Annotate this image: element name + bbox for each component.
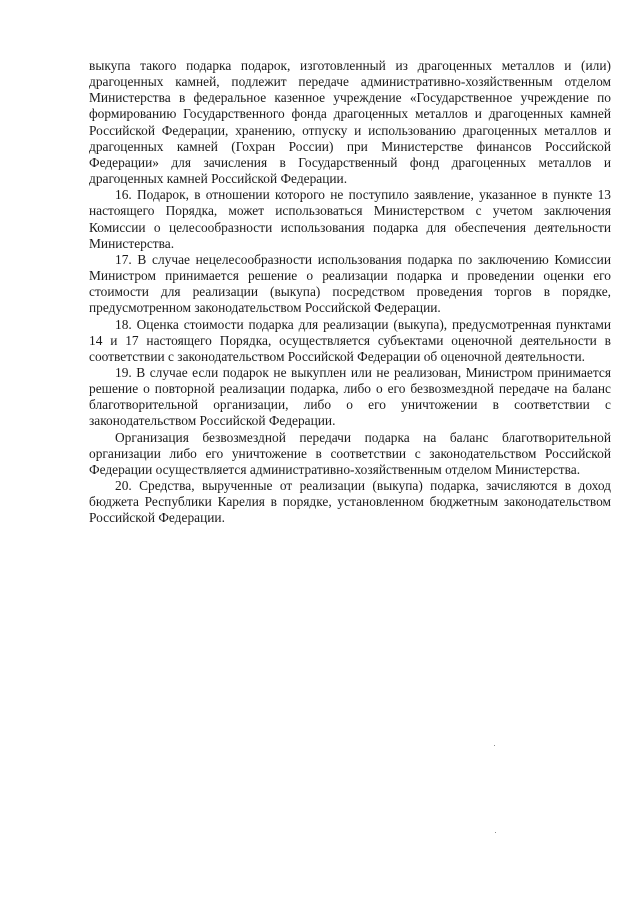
paragraph-item-16: 16. Подарок, в отношении которого не поступило заявление, указанное в пункте 13 настоящего Порядка, может использоваться Министерством с учетом заключения Комиссии о целесообразности использования подарка для обеспечения деятельности Министерства. <box>89 187 611 251</box>
paragraph-item-19-continued: Организация безвозмездной передачи подарка на баланс благотворительной организации либо его уничтожение в соответствии с законодательством Российской Федерации осуществляется административно-хозяйственным отделом Министерства. <box>89 429 611 477</box>
paragraph-item-17: 17. В случае нецелесообразности использования подарка по заключению Комиссии Министром принимается решение о реализации подарка и проведении оценки его стоимости для реализации (выкупа) посредством проведения торгов в порядке, предусмотренном законодательством Российской Федерации. <box>89 251 611 316</box>
scan-speck <box>495 832 496 833</box>
document-body <box>89 58 611 527</box>
paragraph-item-19: 19. В случае если подарок не выкуплен или не реализован, Министром принимается решение о повторной реализации подарка, либо о его безвозмездной передаче на баланс благотворительной организации, либо о его уничтожении в соответствии с законодательством Российской Федерации. <box>89 364 611 429</box>
paragraph-continuation: выкупа такого подарка подарок, изготовленный из драгоценных металлов и (или) драгоценных камней, подлежит передаче административно-хозяйственным отделом Министерства в федеральное казенное учреждение «Государственное учреждение по формированию Государственного фонда драгоценных металлов и драгоценных камней Российской Федерации, хранению, отпуску и использованию драгоценных металлов и драгоценных камней (Гохран России) при Министерстве финансов Российской Федерации» для зачисления в Государственный фонд драгоценных металлов и драгоценных камней Российской Федерации. <box>89 58 611 187</box>
paragraph-item-18: 18. Оценка стоимости подарка для реализации (выкупа), предусмотренная пунктами 14 и 17 настоящего Порядка, осуществляется субъектами оценочной деятельности в соответствии с законодательством Российской Федерации об оценочной деятельности. <box>89 316 611 364</box>
paragraph-item-20: 20. Средства, вырученные от реализации (выкупа) подарка, зачисляются в доход бюджета Республики Карелия в порядке, установленном бюджетным законодательством Российской Федерации. <box>89 478 611 526</box>
scan-speck <box>494 745 495 746</box>
